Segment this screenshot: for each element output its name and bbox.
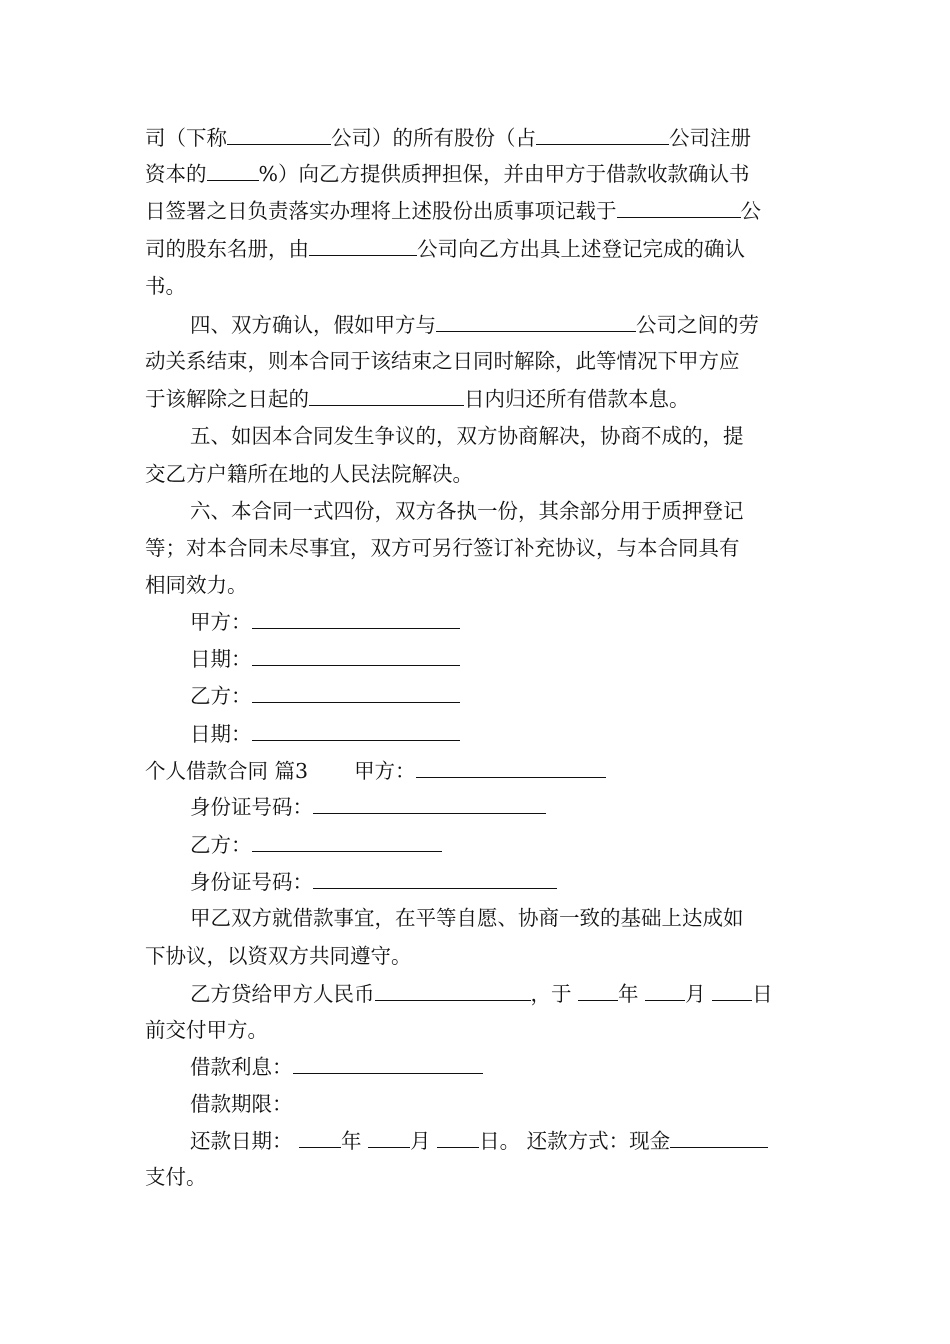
blank-line [368, 1127, 410, 1148]
term-line: 借款期限： [190, 1092, 293, 1116]
signature-party-a [190, 608, 460, 635]
text: 公司之间的劳 [636, 313, 759, 337]
blank-line [645, 980, 685, 1001]
paragraph-line [145, 124, 751, 151]
paragraph-line: 书。 [145, 274, 186, 298]
label: 借款利息： [190, 1055, 293, 1079]
blank-line [670, 1127, 768, 1148]
loan-line: 前交付甲方。 [145, 1018, 268, 1042]
text: 月 [410, 1129, 431, 1153]
label: 乙方： [190, 684, 252, 708]
paragraph-line [145, 160, 749, 187]
clause-4-line [145, 385, 690, 412]
repayment-line [190, 1127, 768, 1154]
repayment-line: 支付。 [145, 1165, 207, 1189]
id-number-b [190, 868, 557, 895]
text: 月 [685, 982, 706, 1006]
text: 公司注册 [669, 126, 751, 150]
clause-4-line [190, 311, 759, 338]
clause-6-line: 相同效力。 [145, 573, 248, 597]
party-b-line [190, 831, 442, 858]
blank-line [309, 235, 417, 256]
blank-line [309, 385, 464, 406]
blank-line [207, 160, 259, 181]
text: 公司）的所有股份（占 [331, 126, 536, 150]
text: 乙方贷给甲方人民币 [190, 982, 375, 1006]
text: 日。 [479, 1129, 521, 1153]
text: 公 [740, 199, 761, 223]
blank-line [712, 980, 752, 1001]
clause-6-line: 等；对本合同未尽事宜，双方可另行签订补充协议，与本合同具有 [145, 536, 740, 560]
text: 年 [618, 982, 639, 1006]
paragraph-line [145, 197, 761, 224]
clause-5-line: 交乙方户籍所在地的人民法院解决。 [145, 462, 473, 486]
section-3-heading [145, 757, 606, 784]
blank-line [375, 980, 531, 1001]
blank-line [227, 124, 331, 145]
label: 日期： [190, 722, 252, 746]
blank-line [617, 197, 741, 218]
blank-line [313, 793, 546, 814]
text: 还款方式：现金 [526, 1129, 671, 1153]
loan-line [190, 980, 773, 1007]
clause-6-line: 六、本合同一式四份，双方各执一份，其余部分用于质押登记 [190, 499, 744, 523]
label: 身份证号码： [190, 795, 313, 819]
label: 甲方： [190, 610, 252, 634]
label: 日期： [190, 647, 252, 671]
clause-4-line: 动关系结束，则本合同于该结束之日同时解除，此等情况下甲方应 [145, 349, 740, 373]
text: 司（下称 [145, 126, 227, 150]
intro-line: 甲乙双方就借款事宜，在平等自愿、协商一致的基础上达成如 [190, 906, 744, 930]
interest-line [190, 1053, 483, 1080]
text: 资本的 [145, 162, 207, 186]
blank-line [313, 868, 557, 889]
blank-line [293, 1053, 483, 1074]
blank-line [437, 1127, 479, 1148]
text: 日内归还所有借款本息。 [464, 387, 690, 411]
intro-line: 下协议，以资双方共同遵守。 [145, 944, 412, 968]
id-number-a [190, 793, 546, 820]
text: 日 [752, 982, 773, 1006]
section-title: 个人借款合同 篇3 [145, 759, 309, 783]
blank-line [578, 980, 618, 1001]
text: 年 [341, 1129, 362, 1153]
blank-line [536, 124, 669, 145]
signature-blank [252, 608, 460, 629]
text: ，于 [530, 982, 572, 1006]
signature-blank [252, 682, 460, 703]
signature-blank [252, 645, 460, 666]
blank-line [436, 311, 636, 332]
signature-date-2 [190, 720, 460, 747]
text: 公司向乙方出具上述登记完成的确认 [417, 237, 745, 261]
clause-5-line: 五、如因本合同发生争议的，双方协商解决，协商不成的，提 [190, 424, 744, 448]
label: 还款日期： [190, 1129, 293, 1153]
text: 于该解除之日起的 [145, 387, 309, 411]
label: 甲方： [354, 759, 416, 783]
label: 乙方： [190, 833, 252, 857]
signature-blank [252, 720, 460, 741]
blank-line [299, 1127, 341, 1148]
blank-line [252, 831, 442, 852]
text: 司的股东名册，由 [145, 237, 309, 261]
signature-party-b [190, 682, 460, 709]
blank-line [416, 757, 606, 778]
label: 身份证号码： [190, 870, 313, 894]
text: 日签署之日负责落实办理将上述股份出质事项记载于 [145, 199, 617, 223]
signature-date-1 [190, 645, 460, 672]
text: 四、双方确认，假如甲方与 [190, 313, 436, 337]
text: %）向乙方提供质押担保，并由甲方于借款收款确认书 [258, 162, 750, 186]
paragraph-line [145, 235, 745, 262]
